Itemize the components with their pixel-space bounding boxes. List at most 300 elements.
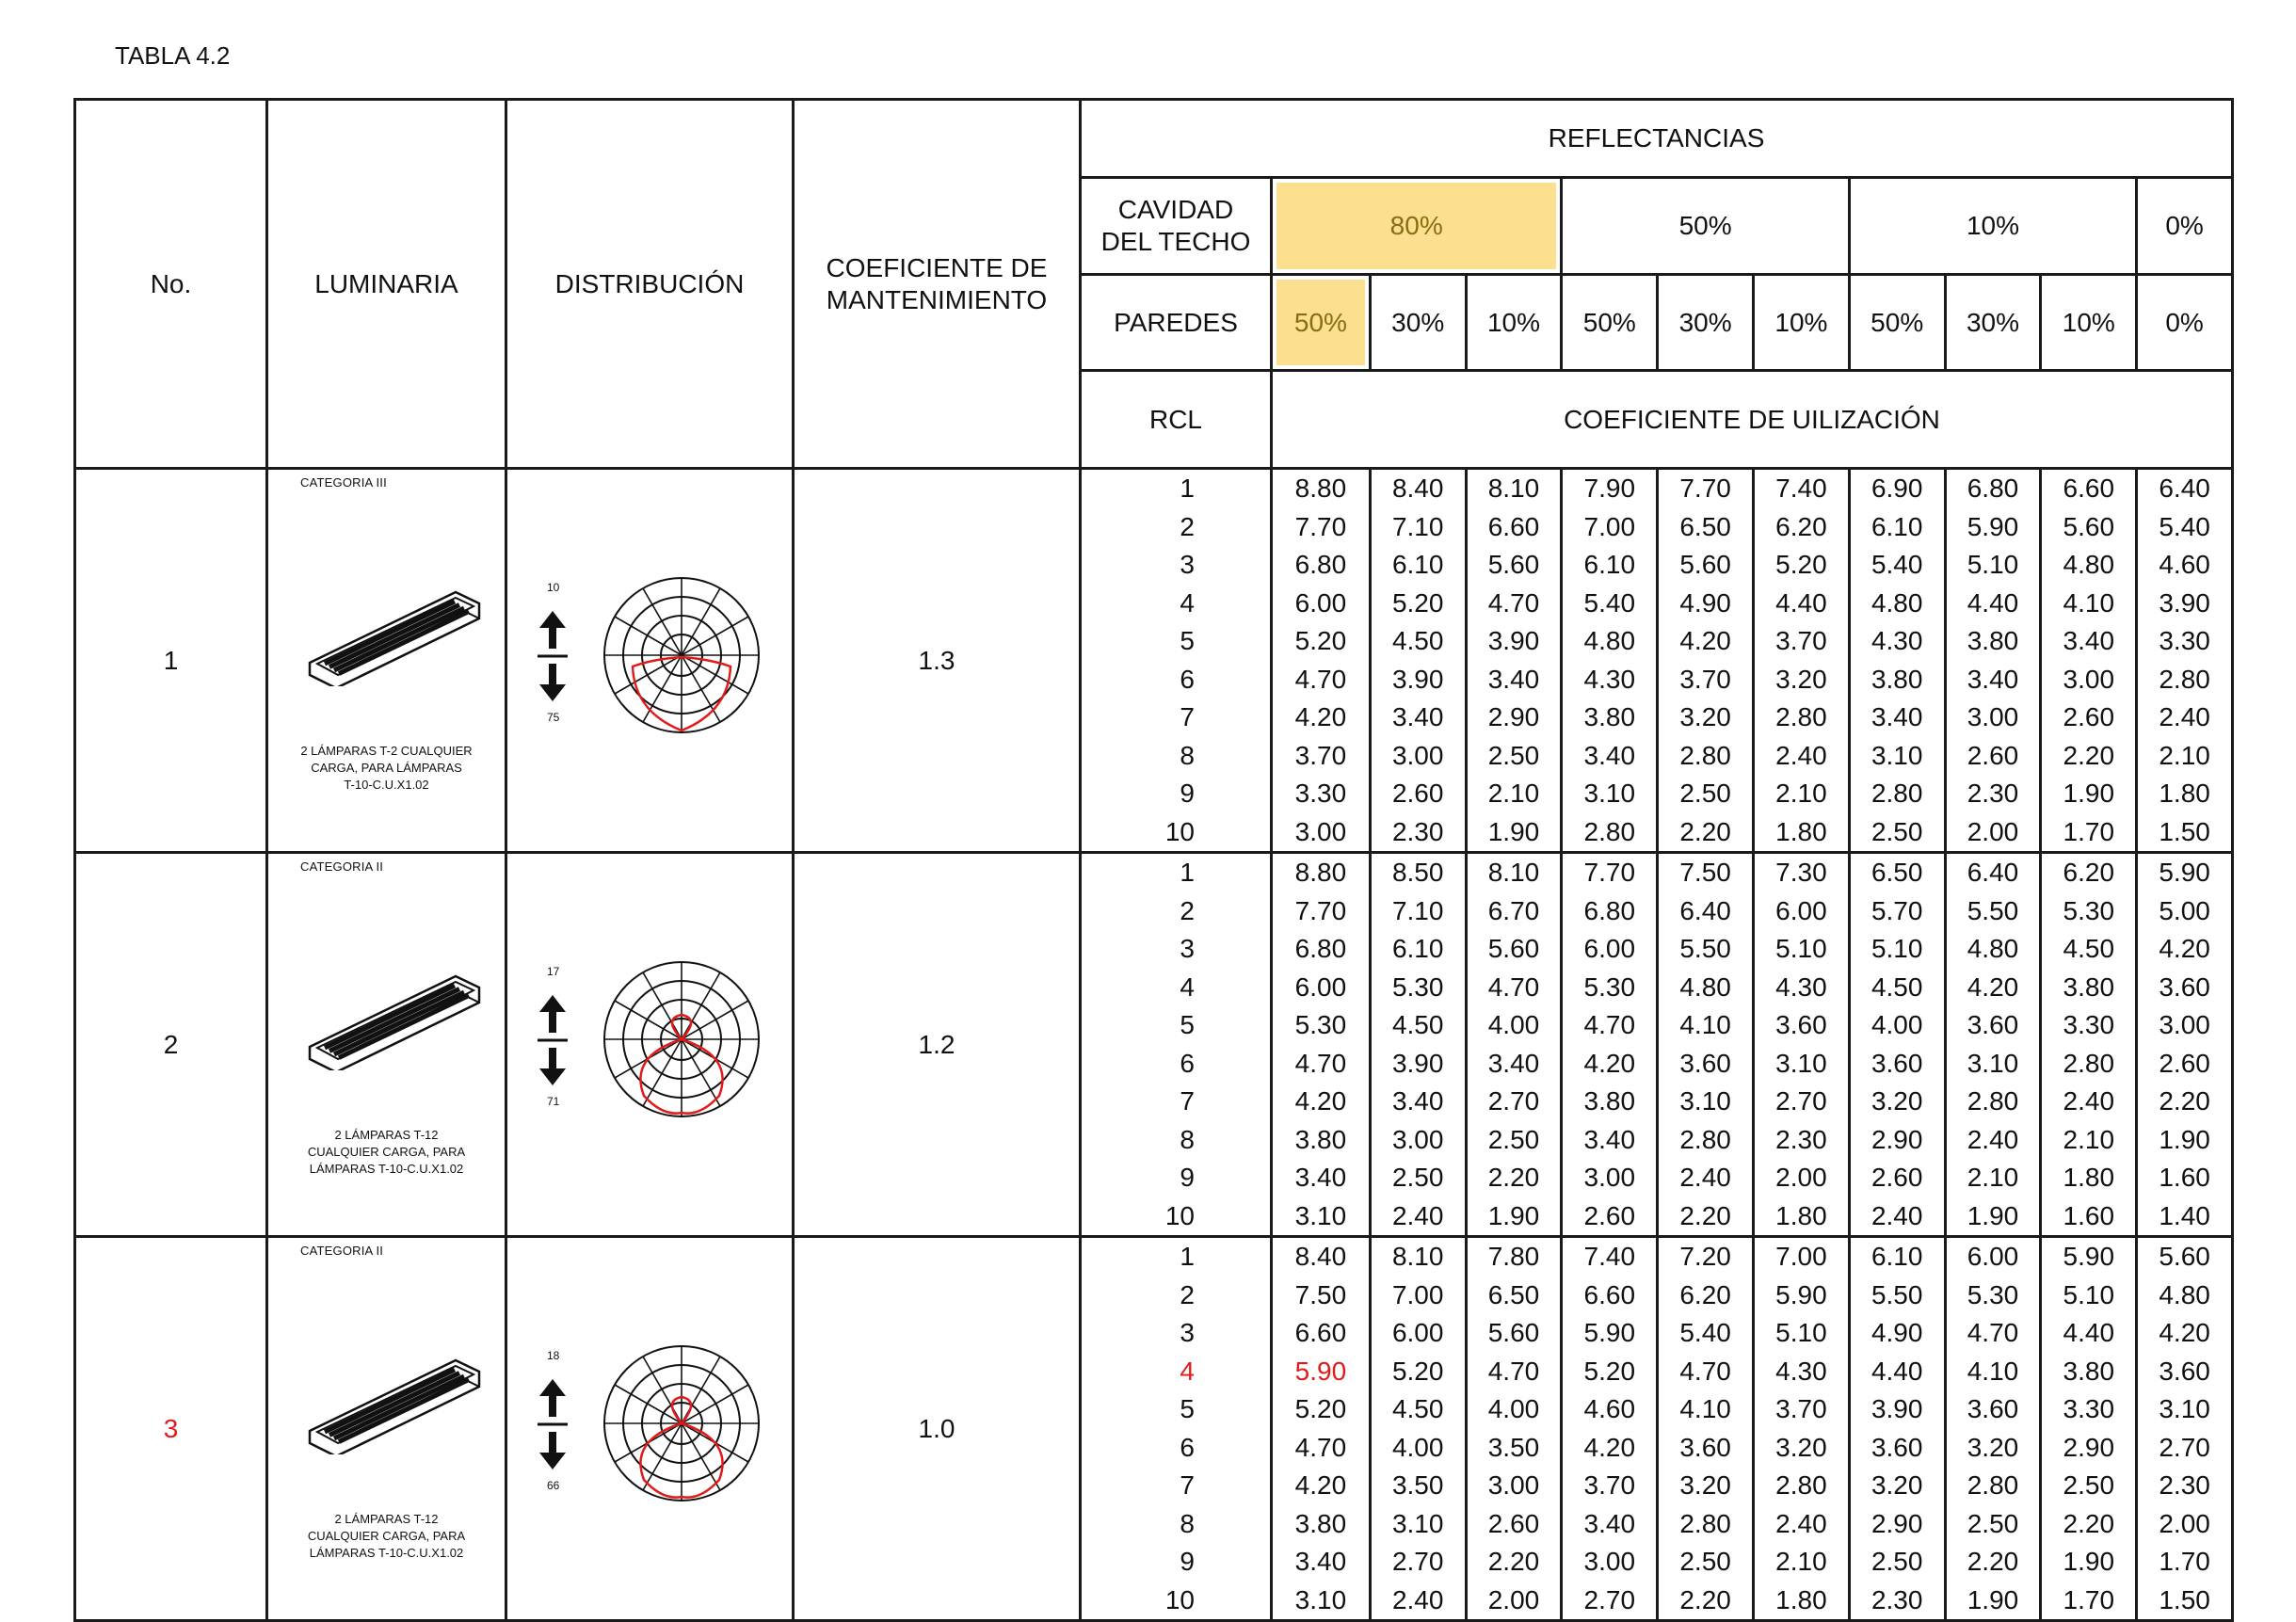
utilization-value: 5.10	[2039, 1277, 2135, 1315]
utilization-value: 5.50	[1944, 892, 2040, 931]
utilization-value: 7.70	[1294, 511, 1347, 541]
rcl-value: 7	[1180, 1086, 1195, 1116]
utilization-values	[1272, 853, 2233, 1237]
distribution-cell	[506, 469, 794, 853]
utilization-value: 1.80	[1752, 1582, 1848, 1620]
utilization-value: 2.50	[1944, 1505, 2040, 1544]
utilization-value: 2.40	[1369, 1582, 1465, 1620]
utilization-value: 5.00	[2135, 892, 2231, 931]
utilization-value: 3.40	[1294, 1547, 1347, 1576]
utilization-value: 5.30	[1369, 969, 1465, 1007]
paredes-value: 50%	[1273, 276, 1369, 369]
utilization-value: 3.40	[1560, 1505, 1656, 1544]
utilization-values	[1272, 1237, 2233, 1621]
utilization-value: 4.30	[1560, 661, 1656, 699]
rcl-list	[1081, 853, 1272, 1237]
utilization-value: 3.10	[1656, 1083, 1752, 1121]
utilization-value: 3.40	[1465, 1045, 1561, 1084]
rcl-value: 9	[1180, 1547, 1195, 1576]
rcl-value: 10	[1164, 1200, 1195, 1230]
utilization-value: 6.40	[2135, 470, 2231, 508]
utilization-value: 3.10	[1294, 1200, 1347, 1230]
utilization-value: 5.90	[2135, 854, 2231, 892]
utilization-value: 8.40	[1369, 470, 1465, 508]
utilization-value: 3.90	[1465, 622, 1561, 661]
utilization-value: 2.40	[1752, 1505, 1848, 1544]
utilization-value: 2.10	[1752, 1543, 1848, 1582]
utilization-value: 5.20	[1369, 1353, 1465, 1391]
utilization-value: 5.30	[1560, 969, 1656, 1007]
utilization-value: 3.30	[2039, 1006, 2135, 1045]
paredes-value: 10%	[1752, 276, 1848, 369]
utilization-value: 1.80	[1752, 813, 1848, 852]
luminaire-cell	[267, 1237, 506, 1621]
utilization-value: 2.80	[1752, 1467, 1848, 1505]
distribution-cell	[506, 853, 794, 1237]
utilization-value: 4.90	[1848, 1314, 1944, 1353]
utilization-value: 2.20	[2135, 1083, 2231, 1121]
utilization-value: 4.80	[1944, 930, 2040, 969]
utilization-value: 2.10	[2135, 737, 2231, 776]
utilization-value: 4.30	[1752, 969, 1848, 1007]
utilization-value: 4.20	[1294, 1086, 1347, 1116]
paredes-values-cell	[1272, 275, 2233, 371]
utilization-value: 3.20	[1752, 661, 1848, 699]
utilization-value: 3.90	[2135, 585, 2231, 623]
utilization-value: 2.10	[1465, 775, 1561, 813]
utilization-value: 8.80	[1294, 858, 1347, 887]
utilization-value: 8.80	[1294, 474, 1347, 503]
utilization-value: 3.40	[1848, 699, 1944, 737]
utilization-value: 5.40	[1656, 1314, 1752, 1353]
utilization-value: 4.70	[1560, 1006, 1656, 1045]
utilization-value: 2.80	[1752, 699, 1848, 737]
utilization-value: 3.80	[1294, 1124, 1347, 1154]
rcl-value: 2	[1180, 1279, 1195, 1309]
rcl-value: 9	[1180, 779, 1195, 808]
utilization-value: 3.00	[1465, 1467, 1561, 1505]
utilization-value: 3.00	[1560, 1543, 1656, 1582]
utilization-value: 5.60	[2039, 508, 2135, 547]
utilization-value: 4.20	[2135, 1314, 2231, 1353]
utilization-value: 3.40	[2039, 622, 2135, 661]
utilization-value: 2.90	[1465, 699, 1561, 737]
utilization-value: 3.80	[2039, 1353, 2135, 1391]
header-cavidad-line2: DEL TECHO	[1100, 227, 1251, 256]
utilization-value: 5.50	[1848, 1277, 1944, 1315]
utilization-value: 3.10	[1944, 1045, 2040, 1084]
distribution-cell	[506, 1237, 794, 1621]
paredes-value: 10%	[1465, 276, 1561, 369]
luminaire-caption	[268, 1127, 505, 1178]
paredes-value: 30%	[1944, 276, 2040, 369]
utilization-value: 1.40	[2135, 1197, 2231, 1236]
utilization-value: 2.20	[1656, 813, 1752, 852]
utilization-value: 6.50	[1656, 508, 1752, 547]
utilization-value: 3.60	[2135, 1353, 2231, 1391]
utilization-value: 1.60	[2039, 1197, 2135, 1236]
utilization-value: 5.60	[1465, 546, 1561, 585]
rcl-value: 6	[1180, 1048, 1195, 1078]
utilization-value: 1.90	[1465, 1197, 1561, 1236]
techo-50: 50%	[1560, 179, 1847, 273]
utilization-value: 6.00	[1294, 587, 1347, 618]
techo-values-cell	[1272, 178, 2233, 275]
utilization-value: 6.70	[1465, 892, 1561, 931]
utilization-grid	[1273, 854, 2231, 1235]
utilization-value: 3.70	[1294, 740, 1347, 770]
utilization-value: 3.10	[1294, 1584, 1347, 1614]
header-cavidad-techo	[1081, 178, 1272, 275]
utilization-value: 4.10	[1656, 1006, 1752, 1045]
utilization-value: 7.30	[1752, 854, 1848, 892]
utilization-value: 3.40	[1369, 699, 1465, 737]
techo-80: 80%	[1273, 179, 1560, 273]
distribution-down-percent: 66	[547, 1479, 560, 1492]
utilization-value: 6.40	[1944, 854, 2040, 892]
distribution-up-percent: 17	[547, 965, 560, 978]
up-down-arrows-icon	[536, 993, 570, 1087]
header-luminaria: LUMINARIA	[267, 100, 506, 469]
utilization-value: 3.90	[1369, 661, 1465, 699]
luminaire-category: CATEGORIA II	[300, 1244, 384, 1258]
utilization-value: 3.80	[1294, 1508, 1347, 1538]
utilization-value: 5.60	[2135, 1238, 2231, 1277]
utilization-value: 4.70	[1294, 1048, 1347, 1078]
header-no: No.	[75, 100, 267, 469]
utilization-value: 6.60	[1560, 1277, 1656, 1315]
utilization-value: 3.40	[1560, 1121, 1656, 1160]
utilization-value: 2.20	[1656, 1582, 1752, 1620]
utilization-values	[1272, 469, 2233, 853]
utilization-value: 3.80	[2039, 969, 2135, 1007]
utilization-value: 2.60	[1560, 1197, 1656, 1236]
luminaire-category: CATEGORIA III	[300, 475, 387, 490]
distribution-up-percent: 10	[547, 581, 560, 594]
luminaire-category: CATEGORIA II	[300, 859, 384, 874]
utilization-value: 2.00	[1465, 1582, 1561, 1620]
utilization-value: 7.10	[1369, 892, 1465, 931]
luminaire-caption-line: CUALQUIER CARGA, PARA	[307, 1145, 466, 1159]
rcl-value: 4	[1180, 587, 1195, 618]
utilization-value: 7.20	[1656, 1238, 1752, 1277]
utilization-value: 1.90	[2135, 1121, 2231, 1160]
utilization-value: 5.20	[1369, 585, 1465, 623]
utilization-value: 2.80	[1944, 1467, 2040, 1505]
utilization-value: 2.20	[2039, 1505, 2135, 1544]
utilization-value: 6.10	[1848, 508, 1944, 547]
utilization-value: 3.30	[2135, 622, 2231, 661]
luminaire-fixture-icon	[300, 957, 489, 1070]
techo-10: 10%	[1848, 179, 2135, 273]
polar-distribution-diagram	[602, 575, 762, 735]
utilization-value: 4.70	[1656, 1353, 1752, 1391]
utilization-value: 3.70	[1752, 1390, 1848, 1429]
utilization-value: 7.50	[1294, 1279, 1347, 1309]
utilization-value: 4.90	[1656, 585, 1752, 623]
utilization-value: 5.50	[1656, 930, 1752, 969]
utilization-value: 7.00	[1560, 508, 1656, 547]
utilization-value: 4.20	[1656, 622, 1752, 661]
utilization-value: 1.90	[2039, 775, 2135, 813]
utilization-value: 4.50	[1369, 1390, 1465, 1429]
utilization-value: 2.50	[1848, 1543, 1944, 1582]
utilization-value: 5.40	[1560, 585, 1656, 623]
utilization-value: 3.60	[1656, 1429, 1752, 1468]
utilization-value: 2.80	[1848, 775, 1944, 813]
utilization-value: 2.30	[2135, 1467, 2231, 1505]
utilization-value: 2.50	[1656, 1543, 1752, 1582]
utilization-value: 2.50	[1465, 737, 1561, 776]
utilization-value: 3.10	[1752, 1045, 1848, 1084]
utilization-value: 1.90	[1944, 1197, 2040, 1236]
rcl-value: 7	[1180, 1470, 1195, 1500]
luminaire-caption	[268, 743, 505, 794]
up-down-arrows-icon	[536, 609, 570, 703]
rcl-value: 8	[1180, 740, 1195, 770]
utilization-value: 2.40	[1944, 1121, 2040, 1160]
rcl-value: 2	[1180, 895, 1195, 925]
utilization-value: 1.50	[2135, 1582, 2231, 1620]
luminaire-caption-line: T-10-C.U.X1.02	[344, 778, 429, 792]
utilization-value: 6.60	[1294, 1318, 1347, 1347]
luminaire-fixture-icon	[300, 1341, 489, 1454]
utilization-value: 2.10	[2039, 1121, 2135, 1160]
utilization-value: 3.00	[2135, 1006, 2231, 1045]
utilization-value: 5.30	[1944, 1277, 2040, 1315]
utilization-value: 5.40	[2135, 508, 2231, 547]
utilization-value: 2.90	[1848, 1505, 1944, 1544]
paredes-value: 10%	[2039, 276, 2135, 369]
utilization-value: 2.60	[2135, 1045, 2231, 1084]
utilization-value: 6.00	[1560, 930, 1656, 969]
rcl-value: 9	[1180, 1163, 1195, 1192]
maintenance-coefficient: 1.0	[794, 1237, 1081, 1621]
utilization-value: 5.20	[1752, 546, 1848, 585]
utilization-value: 4.40	[1848, 1353, 1944, 1391]
utilization-value: 3.50	[1369, 1467, 1465, 1505]
header-coef-mant-line2: MANTENIMIENTO	[826, 284, 1048, 314]
utilization-value: 5.70	[1848, 892, 1944, 931]
utilization-value: 4.80	[2135, 1277, 2231, 1315]
utilization-value: 3.80	[1560, 1083, 1656, 1121]
utilization-value: 7.00	[1752, 1238, 1848, 1277]
utilization-value: 5.90	[1752, 1277, 1848, 1315]
utilization-value: 5.90	[1944, 508, 2040, 547]
utilization-value: 2.70	[1752, 1083, 1848, 1121]
utilization-value: 6.00	[1369, 1314, 1465, 1353]
utilization-value: 6.10	[1560, 546, 1656, 585]
utilization-value: 3.10	[1848, 737, 1944, 776]
utilization-value: 3.60	[1944, 1390, 2040, 1429]
rcl-value: 8	[1180, 1508, 1195, 1538]
utilization-value: 2.40	[1656, 1159, 1752, 1197]
rcl-value: 3	[1180, 550, 1195, 579]
rcl-value: 5	[1180, 1394, 1195, 1423]
rcl-value: 8	[1180, 1124, 1195, 1154]
utilization-value: 3.70	[1560, 1467, 1656, 1505]
utilization-value: 3.80	[1848, 661, 1944, 699]
utilization-value: 3.30	[2039, 1390, 2135, 1429]
utilization-value: 2.50	[2039, 1467, 2135, 1505]
utilization-value: 7.10	[1369, 508, 1465, 547]
utilization-value: 2.00	[2135, 1505, 2231, 1544]
utilization-value: 2.30	[1752, 1121, 1848, 1160]
header-cavidad-line1: CAVIDAD	[1117, 195, 1234, 224]
utilization-value: 2.40	[1369, 1197, 1465, 1236]
utilization-value: 3.90	[1369, 1045, 1465, 1084]
utilization-value: 6.50	[1465, 1277, 1561, 1315]
utilization-value: 2.80	[1944, 1083, 2040, 1121]
utilization-value: 1.70	[2135, 1543, 2231, 1582]
utilization-value: 1.60	[2135, 1159, 2231, 1197]
utilization-value: 1.80	[2135, 775, 2231, 813]
utilization-value: 4.80	[1848, 585, 1944, 623]
utilization-value: 2.00	[1944, 813, 2040, 852]
utilization-value: 2.30	[1369, 813, 1465, 852]
utilization-value: 6.20	[1656, 1277, 1752, 1315]
utilization-value: 4.20	[1560, 1429, 1656, 1468]
utilization-value: 6.90	[1848, 470, 1944, 508]
utilization-value: 6.00	[1294, 972, 1347, 1002]
utilization-value: 3.40	[1944, 661, 2040, 699]
luminaire-block	[75, 1237, 2233, 1621]
utilization-value: 3.10	[1560, 775, 1656, 813]
utilization-value: 2.00	[1752, 1159, 1848, 1197]
paredes-value: 50%	[1560, 276, 1656, 369]
utilization-value: 4.40	[1752, 585, 1848, 623]
utilization-value: 1.90	[1465, 813, 1561, 852]
utilization-value: 6.80	[1294, 934, 1347, 963]
luminaire-number: 1	[75, 469, 267, 853]
utilization-value: 8.10	[1465, 854, 1561, 892]
utilization-value: 5.10	[1752, 1314, 1848, 1353]
utilization-value: 4.40	[2039, 1314, 2135, 1353]
luminaire-caption-line: 2 LÁMPARAS T-12	[334, 1512, 439, 1526]
luminaire-caption-line: 2 LÁMPARAS T-2 CUALQUIER	[300, 744, 473, 758]
utilization-value: 8.10	[1465, 470, 1561, 508]
luminaire-caption-line: CUALQUIER CARGA, PARA	[307, 1529, 466, 1543]
rcl-value: 10	[1164, 1584, 1195, 1614]
utilization-value: 2.80	[1656, 1121, 1752, 1160]
luminaire-caption	[268, 1511, 505, 1562]
paredes-value: 0%	[2135, 276, 2231, 369]
utilization-value: 4.70	[1294, 1432, 1347, 1462]
header-coeficiente-mantenimiento	[794, 100, 1081, 469]
utilization-value: 4.60	[1560, 1390, 1656, 1429]
utilization-value: 1.70	[2039, 813, 2135, 852]
utilization-value: 3.60	[1848, 1429, 1944, 1468]
utilization-value: 1.90	[2039, 1543, 2135, 1582]
utilization-value: 4.00	[1465, 1006, 1561, 1045]
utilization-value: 3.40	[1465, 661, 1561, 699]
utilization-value: 5.20	[1294, 1394, 1347, 1423]
utilization-value: 2.40	[1848, 1197, 1944, 1236]
utilization-value: 2.50	[1369, 1159, 1465, 1197]
utilization-value: 4.10	[1944, 1353, 2040, 1391]
utilization-value: 5.10	[1752, 930, 1848, 969]
utilization-value: 2.20	[2039, 737, 2135, 776]
utilization-value: 5.90	[2039, 1238, 2135, 1277]
luminaire-fixture-icon	[300, 573, 489, 686]
utilization-value: 3.70	[1656, 661, 1752, 699]
rcl-value: 7	[1180, 702, 1195, 731]
utilization-value: 7.70	[1560, 854, 1656, 892]
utilization-value: 4.50	[1369, 622, 1465, 661]
utilization-value: 6.00	[1752, 892, 1848, 931]
utilization-value: 5.20	[1294, 626, 1347, 655]
utilization-value: 4.80	[1656, 969, 1752, 1007]
header-rcl: RCL	[1081, 371, 1272, 469]
utilization-value: 3.00	[1944, 699, 2040, 737]
paredes-value: 30%	[1369, 276, 1465, 369]
luminaire-block	[75, 853, 2233, 1237]
utilization-value: 2.10	[1944, 1159, 2040, 1197]
utilization-value: 6.40	[1656, 892, 1752, 931]
utilization-value: 3.60	[1944, 1006, 2040, 1045]
utilization-value: 4.30	[1752, 1353, 1848, 1391]
utilization-value: 3.80	[1560, 699, 1656, 737]
utilization-value: 7.00	[1369, 1277, 1465, 1315]
utilization-value: 2.90	[2039, 1429, 2135, 1468]
utilization-value: 7.40	[1560, 1238, 1656, 1277]
utilization-value: 5.90	[1560, 1314, 1656, 1353]
utilization-value: 3.50	[1465, 1429, 1561, 1468]
rcl-value: 3	[1180, 1318, 1195, 1347]
utilization-value: 6.20	[2039, 854, 2135, 892]
utilization-value: 2.90	[1848, 1121, 1944, 1160]
utilization-value: 2.80	[1656, 1505, 1752, 1544]
utilization-value: 6.50	[1848, 854, 1944, 892]
utilization-value: 2.50	[1465, 1121, 1561, 1160]
utilization-value: 6.20	[1752, 508, 1848, 547]
utilization-grid	[1273, 1238, 2231, 1619]
utilization-value: 7.80	[1465, 1238, 1561, 1277]
rcl-list	[1081, 469, 1272, 853]
utilization-value: 7.70	[1294, 895, 1347, 925]
rcl-value: 1	[1180, 858, 1195, 887]
rcl-value: 5	[1180, 626, 1195, 655]
utilization-value: 4.30	[1848, 622, 1944, 661]
utilization-value: 4.50	[1369, 1006, 1465, 1045]
paredes-grid	[1273, 276, 2231, 369]
luminaire-cell	[267, 853, 506, 1237]
utilization-value: 3.40	[1294, 1163, 1347, 1192]
utilization-value: 3.20	[1848, 1083, 1944, 1121]
utilization-value: 8.10	[1369, 1238, 1465, 1277]
utilization-value: 4.20	[1560, 1045, 1656, 1084]
utilization-grid	[1273, 470, 2231, 851]
utilization-value: 3.30	[1294, 779, 1347, 808]
utilization-value: 5.10	[1944, 546, 2040, 585]
utilization-value: 3.00	[2039, 661, 2135, 699]
distribution-up-percent: 18	[547, 1349, 560, 1362]
luminaire-caption-line: CARGA, PARA LÁMPARAS	[311, 761, 462, 775]
utilization-value: 3.60	[1848, 1045, 1944, 1084]
utilization-value: 2.70	[2135, 1429, 2231, 1468]
utilization-value: 2.70	[1465, 1083, 1561, 1121]
utilization-value: 7.90	[1560, 470, 1656, 508]
rcl-value: 3	[1180, 934, 1195, 963]
utilization-value: 5.40	[1848, 546, 1944, 585]
utilization-value: 3.60	[1656, 1045, 1752, 1084]
header-reflectancias: REFLECTANCIAS	[1081, 100, 2233, 178]
utilization-value: 3.00	[1369, 737, 1465, 776]
header-paredes: PAREDES	[1081, 275, 1272, 371]
utilization-value: 1.80	[2039, 1159, 2135, 1197]
utilization-value: 4.20	[1944, 969, 2040, 1007]
maintenance-coefficient: 1.2	[794, 853, 1081, 1237]
